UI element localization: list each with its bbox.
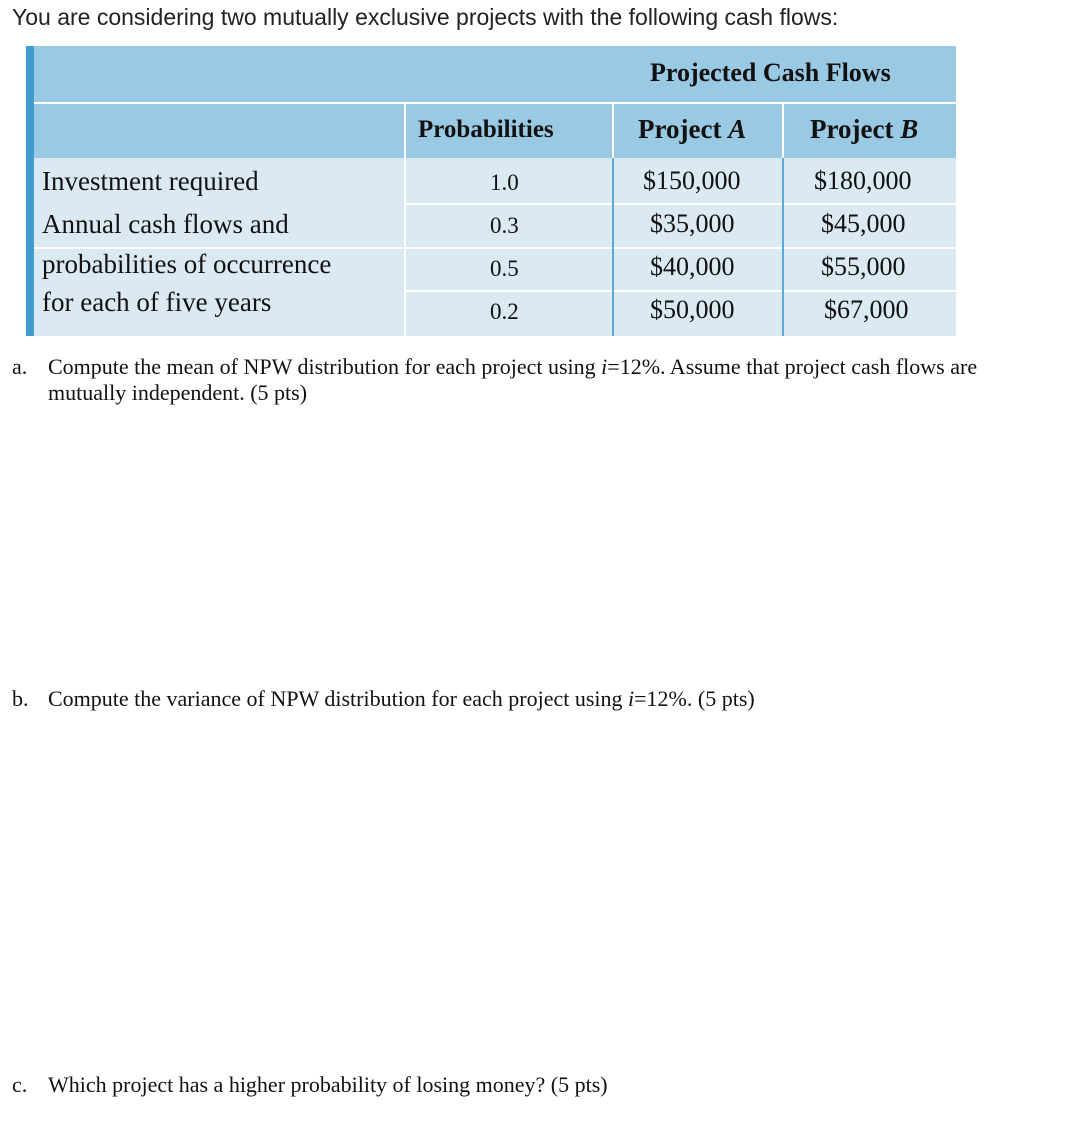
intro-text: You are considering two mutually exclusive projects with the following cash flows: [12, 4, 839, 30]
project-b-cell: $67,000 [824, 295, 909, 324]
prob-cell: 0.2 [490, 299, 519, 324]
cash-flow-table [26, 46, 956, 336]
header-probabilities: Probabilities [418, 116, 554, 143]
question-a: a. Compute the mean of NPW distribution for each project using i=12%. Assume that project cash flows are mutually independent. (5 pts) [12, 354, 978, 405]
question-c: c. Which project has a higher probability of losing money? (5 pts) [12, 1072, 608, 1097]
column-divider [404, 103, 406, 336]
table-accent-bar [26, 46, 34, 336]
super-header: Projected Cash Flows [650, 58, 891, 87]
row-label-annual-3: for each of five years [42, 287, 272, 317]
prob-cell: 1.0 [490, 170, 519, 195]
question-a-label: a. [12, 354, 28, 379]
prob-cell: 0.5 [490, 256, 519, 281]
header-project-a: Project A [638, 114, 747, 144]
divider [406, 290, 956, 292]
column-divider [612, 158, 614, 336]
project-b-cell: $55,000 [821, 252, 906, 281]
column-divider [782, 158, 784, 336]
question-b: b. Compute the variance of NPW distribution for each project using i=12%. (5 pts) [12, 686, 755, 711]
row-label-investment: Investment required [42, 166, 259, 196]
project-a-cell: $150,000 [643, 166, 741, 195]
header-project-b: Project B [810, 114, 919, 144]
question-c-label: c. [12, 1072, 28, 1097]
row-label-annual-2: probabilities of occurrence [42, 249, 332, 279]
column-divider [782, 103, 784, 158]
prob-cell: 0.3 [490, 213, 519, 238]
project-b-cell: $180,000 [814, 166, 912, 195]
divider [34, 102, 956, 104]
project-a-cell: $35,000 [650, 209, 735, 238]
project-b-cell: $45,000 [821, 209, 906, 238]
question-b-label: b. [12, 686, 29, 711]
project-a-cell: $50,000 [650, 295, 735, 324]
column-divider [612, 103, 614, 158]
row-label-annual-1: Annual cash flows and [42, 209, 289, 239]
divider [406, 203, 956, 205]
project-a-cell: $40,000 [650, 252, 735, 281]
